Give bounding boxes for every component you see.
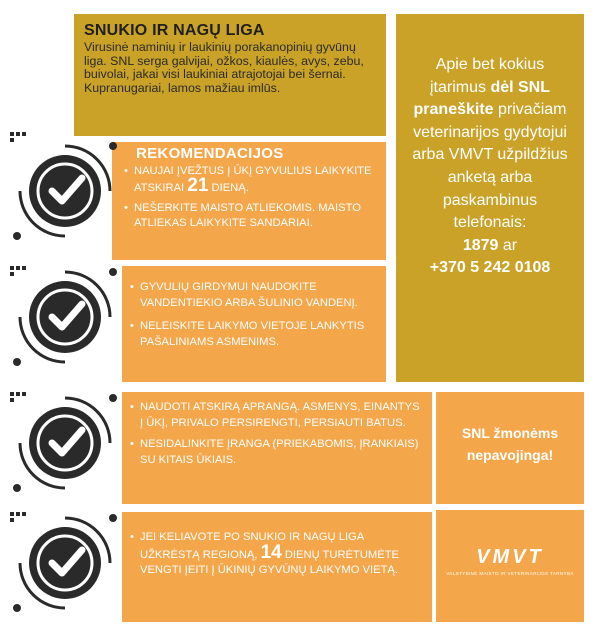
rec1-item-quarantine <box>124 164 378 197</box>
recommendation-block-3 <box>122 392 432 504</box>
rec4-days-number: 14 <box>260 541 282 563</box>
rec1-days-number: 21 <box>187 175 209 196</box>
contact-line1: Apie bet kokius įtarimus <box>429 56 545 96</box>
vmvt-logo: VMVT <box>476 546 544 568</box>
rec1-item1-text: NAUJAI ĮVEŽTUS Į ŪKĮ GYVULIUS LAIKYKITE ATSKIRAI <box>134 164 372 194</box>
safe-for-humans-panel <box>436 392 584 504</box>
contact-panel <box>396 14 584 382</box>
contact-line2: privačiam veterinarijos gydytojui arba VMVT užpildžius anketą arba paskambinus telefonais: <box>412 101 568 232</box>
intro-panel <box>74 14 386 136</box>
rec4-item1-suffix: DIENŲ TURĖTUMĖTE VENGTI ĮEITI Į ŪKINIŲ GYVŪNŲ LAIKYMO VIETĄ. <box>140 548 400 576</box>
rec3-item-clothing: • NAUDOTI ATSKIRĄ APRANGĄ. ASMENYS, EINANTYS Į ŪKĮ, PRIVALO PERSIRENGTI, PERSIAUTI BATUS. <box>130 400 424 431</box>
contact-phone2: +370 5 242 0108 <box>429 259 551 277</box>
contact-line1-bold: dėl SNL praneškite <box>413 78 550 119</box>
contact-or: ar <box>498 236 518 254</box>
check-cycle-icon <box>10 508 120 618</box>
dots-decoration-icon <box>10 132 34 142</box>
recommendation-block-1 <box>112 142 386 260</box>
recommendation-block-2 <box>122 266 386 382</box>
dots-decoration-icon <box>10 512 34 522</box>
rec2-item-water: • GYVULIŲ GIRDYMUI NAUDOKITE VANDENTIEKIO ARBA ŠULINIO VANDENĮ. <box>130 280 378 311</box>
intro-body: Virusinė naminių ir laukinių porakanopinių gyvūnų liga. SNL serga galvijai, ožkos, kiaulės, avys, zebu, buivolai, jakai visi laukiniai atrajotojai bei šernai. Kupranugariai, lamos mažiau imlūs. <box>84 40 364 95</box>
vmvt-logo-subtitle: VALSTYBINĖ MAISTO IR VETERINARIJOS TARNYBA <box>446 571 574 576</box>
vmvt-logo-panel <box>436 510 584 622</box>
check-cycle-icon <box>10 136 120 246</box>
rec2-item-visitors: • NELEISKITE LAIKYMO VIETOJE LANKYTIS PAŠALINIAMS ASMENIMS. <box>130 319 378 350</box>
recommendation-block-4 <box>122 512 432 622</box>
check-cycle-icon <box>10 388 120 498</box>
rec1-item1-suffix: DIENĄ. <box>208 182 249 194</box>
rec4-item1-text: JEI KELIAVOTE PO SNUKIO IR NAGŲ LIGA UŽKRĖSTĄ REGIONĄ, <box>140 531 364 561</box>
recommendations-title: REKOMENDACIJOS <box>136 145 284 162</box>
contact-phone1: 1879 <box>462 236 499 254</box>
rec4-item-travel <box>130 530 424 579</box>
dots-decoration-icon <box>10 392 34 402</box>
rec3-item-equipment: • NESIDALINKITE ĮRANGA (PRIEKABOMIS, ĮRANKIAIS) SU KITAIS ŪKIAIS. <box>130 437 424 468</box>
intro-title: SNUKIO IR NAGŲ LIGA <box>84 22 265 39</box>
safe-for-humans-text: SNL žmonėms nepavojinga! <box>461 425 559 463</box>
dots-decoration-icon <box>10 266 34 276</box>
rec1-item-food-waste: • NEŠERKITE MAISTO ATLIEKOMIS. MAISTO ATLIEKAS LAIKYKITE SANDARIAI. <box>124 201 378 232</box>
check-cycle-icon <box>10 262 120 372</box>
